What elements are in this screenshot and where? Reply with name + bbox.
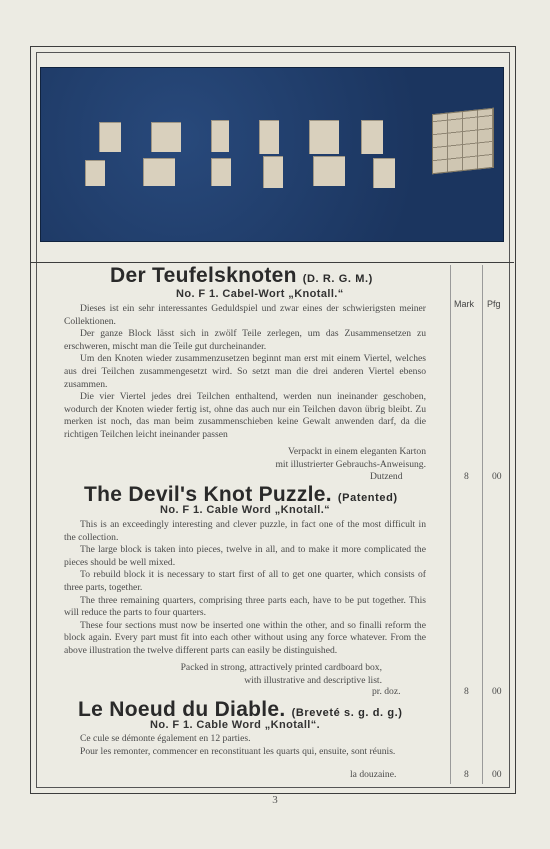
french-title-note: (Breveté s. g. d. g.) — [291, 707, 403, 719]
price-column-rule — [450, 265, 451, 784]
german-packaging-line: Verpackt in einem eleganten Karton — [288, 446, 426, 457]
price-column-rule — [482, 265, 483, 784]
english-paragraph: The large block is taken into pieces, twelve in all, and to make it more complicated the pieces should be well mixed. — [64, 544, 426, 568]
english-paragraph: The three remaining quarters, comprising three parts each, have to be put together. This will reduce the parts to four quarters. — [64, 594, 426, 619]
puzzle-piece — [211, 158, 231, 186]
french-price-mark: 8 — [464, 769, 469, 780]
puzzle-piece — [259, 120, 279, 154]
english-description — [64, 519, 426, 658]
german-unit: Dutzend — [370, 471, 403, 482]
english-paragraph: These four sections must now be inserted one within the other, and so finalli reform the block again. Every part must fit into each other without using any force whatever. From the above illustration the twelve different parts can easily be distinguished. — [64, 619, 426, 656]
english-title-note: (Patented) — [337, 492, 398, 504]
french-paragraph: Pour les remonter, commencer en reconstituant les quarts qui, ensuite, sont réunis. — [80, 745, 396, 757]
german-packaging — [206, 446, 426, 471]
german-paragraph: Um den Knoten wieder zusammenzusetzen beginnt man erst mit einem Viertel, welches aus drei Teilchen zusammengesetzt wird. So setzt man die drei anderen Viertel ebenso zusammen. — [64, 353, 426, 390]
german-paragraph: Dieses ist ein sehr interessantes Geduldspiel und zwar eines der schwierigsten meiner Collektionen. — [64, 303, 426, 327]
puzzle-piece — [85, 160, 105, 186]
german-title — [110, 264, 373, 288]
english-paragraph: This is an exceedingly interesting and clever puzzle, in fact one of the most difficult in the collection. — [64, 519, 426, 543]
french-price-pfg: 00 — [492, 769, 502, 780]
puzzle-piece — [143, 158, 175, 186]
puzzle-piece — [211, 120, 229, 152]
puzzle-piece — [373, 158, 395, 188]
puzzle-piece — [151, 122, 181, 152]
puzzle-piece — [361, 120, 383, 154]
english-title-text: The Devil's Knot Puzzle. — [84, 483, 332, 506]
german-packaging-line: mit illustrierter Gebrauchs-Anweisung. — [275, 458, 426, 470]
english-paragraph: To rebuild block it is necessary to start first of all to get one quarter, which consists of three parts, together. — [64, 569, 426, 593]
english-packaging-line: Packed in strong, attractively printed cardboard box, — [180, 662, 382, 673]
french-subtitle: No. F 1. Cable Word „Knotall“. — [150, 719, 321, 731]
german-title-text: Der Teufelsknoten — [110, 264, 297, 287]
page-number: 3 — [272, 794, 278, 806]
english-packaging-line: with illustrative and descriptive list. — [244, 674, 382, 686]
german-title-note: (D. R. G. M.) — [302, 273, 373, 285]
puzzle-piece — [313, 156, 345, 186]
assembled-puzzle-block — [432, 108, 494, 175]
english-subtitle: No. F 1. Cable Word „Knotall.“ — [160, 504, 331, 516]
puzzle-piece — [309, 120, 339, 154]
english-price-pfg: 00 — [492, 686, 502, 697]
french-description — [64, 733, 426, 758]
french-title-text: Le Noeud du Diable. — [78, 698, 286, 721]
german-paragraph: Die vier Viertel jedes drei Teilchen enthaltend, werden nun ineinander geschoben, wodurch der Knoten wieder fertig ist, ohne das auch nur ein Teilchen davon übrig bleibt. Zu merken ist noch, das man beim zusammenschieben keine Gewalt anwenden darf, da die richtigen Teilchen leicht ineinander passen — [64, 391, 426, 440]
german-paragraph: Der ganze Block lässt sich in zwölf Teile zerlegen, um das Zusammensetzen zu erschweren, mischt man die Teile gut durcheinander. — [64, 328, 426, 352]
english-packaging — [120, 662, 382, 687]
german-description — [64, 303, 426, 442]
german-price-mark: 8 — [464, 471, 469, 482]
english-price-mark: 8 — [464, 686, 469, 697]
french-unit: la douzaine. — [350, 769, 397, 780]
french-paragraph: Ce cule se démonte également en 12 parties. — [80, 733, 251, 744]
column-header-pfg: Pfg — [487, 299, 501, 309]
column-header-mark: Mark — [454, 299, 474, 309]
puzzle-piece — [99, 122, 121, 152]
divider-rule — [30, 262, 514, 263]
german-subtitle: No. F 1. Cabel-Wort „Knotall.“ — [176, 288, 344, 300]
german-price-pfg: 00 — [492, 471, 502, 482]
english-unit: pr. doz. — [372, 686, 401, 697]
puzzle-piece — [263, 156, 283, 188]
